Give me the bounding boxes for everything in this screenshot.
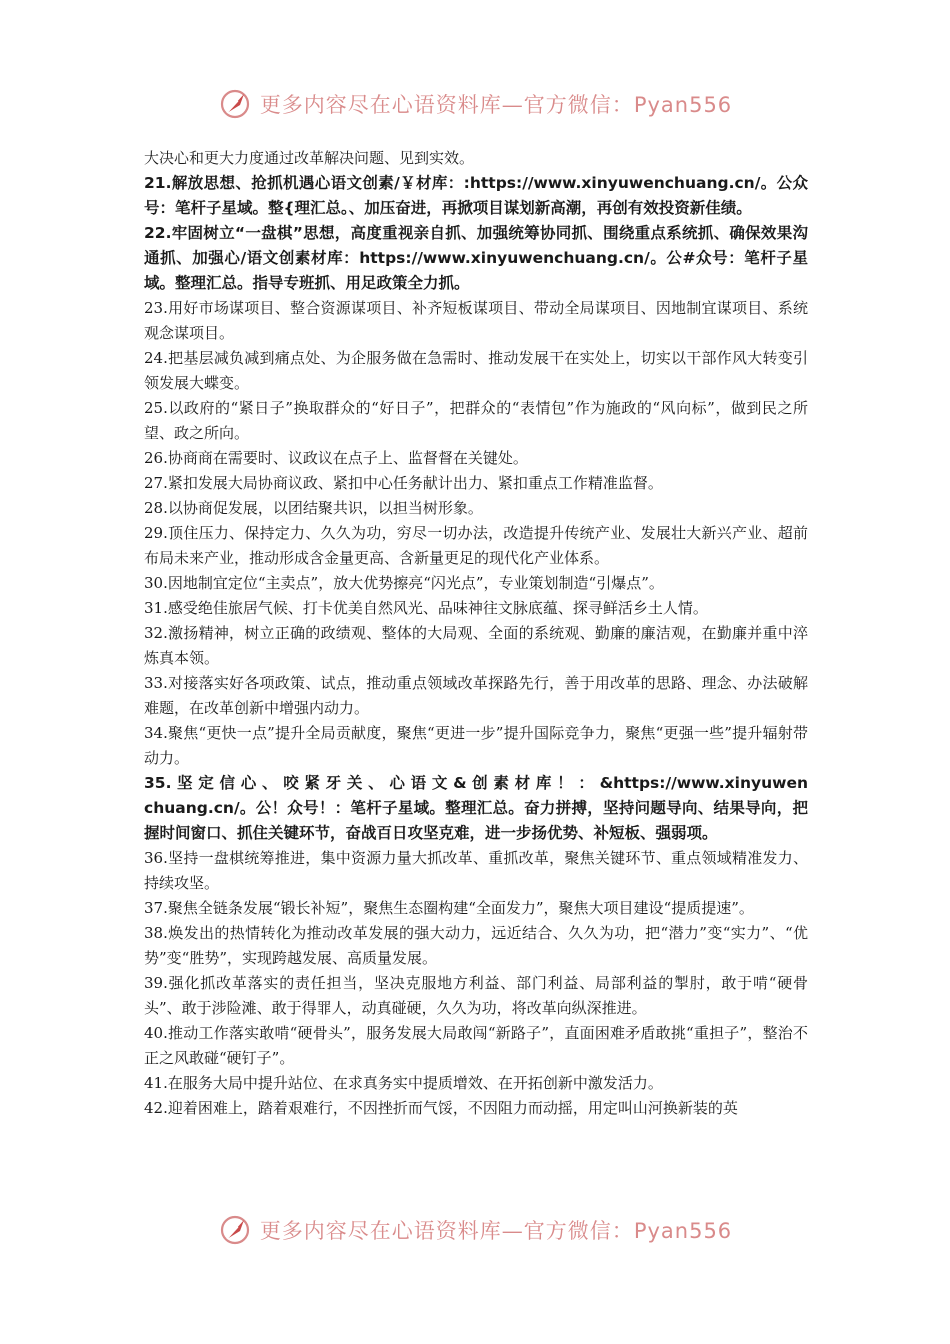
paragraph: 28.以协商促发展，以团结聚共识，以担当树形象。 bbox=[144, 499, 483, 517]
document-body bbox=[144, 146, 808, 1121]
paragraph: 35. 坚 定 信 心 、 咬 紧 牙 关 、 心 语 文 & 创 素 材 库 ！ ： &https://www.xinyuwenchuang.cn/。公！众号！：笔杆子星域。整理汇总。奋力拼搏，坚持问题导向、结果导向，把握时间窗口、抓住关键环节，奋战百日攻坚克难，进一步扬优势、补短板、强弱项。 bbox=[144, 774, 808, 842]
paragraph: 30.因地制宜定位“主卖点”，放大优势擦亮“闪光点”，专业策划制造“引爆点”。 bbox=[144, 574, 664, 592]
paragraph: 21.解放思想、抢抓机遇心语文创素/￥材库：:https://www.xinyuwenchuang.cn/。公众号：笔杆子星域。整{理汇总。、加压奋进，再掀项目谋划新高潮，再创有效投资新佳绩。 bbox=[144, 174, 808, 217]
paragraph: 26.协商商在需要时、议政议在点子上、监督督在关键处。 bbox=[144, 449, 528, 467]
paragraph: 42.迎着困难上，踏着艰难行，不因挫折而气馁，不因阻力而动摇，用定叫山河换新装的英 bbox=[144, 1099, 738, 1117]
paragraph: 32.激扬精神，树立正确的政绩观、整体的大局观、全面的系统观、勤廉的廉洁观，在勤廉并重中淬炼真本领。 bbox=[144, 624, 808, 667]
paragraph: 39.强化抓改革落实的责任担当，坚决克服地方利益、部门利益、局部利益的掣肘，敢于啃“硬骨头”、敢于涉险滩、敢于得罪人，动真碰硬，久久为功，将改革向纵深推进。 bbox=[144, 974, 808, 1017]
quill-logo-icon bbox=[218, 1213, 252, 1247]
paragraph: 40.推动工作落实敢啃“硬骨头”，服务发展大局敢闯“新路子”，直面困难矛盾敢挑“重担子”，整治不正之风敢碰“硬钉子”。 bbox=[144, 1024, 808, 1067]
wechat-id: Pyan556 bbox=[633, 93, 733, 117]
header-banner bbox=[0, 84, 950, 124]
banner-text: 更多内容尽在心语资料库—官方微信：Pyan556 bbox=[259, 93, 733, 117]
paragraph: 37.聚焦全链条发展“锻长补短”，聚焦生态圈构建“全面发力”，聚焦大项目建设“提质提速”。 bbox=[144, 899, 754, 917]
paragraph: 36.坚持一盘棋统筹推进，集中资源力量大抓改革、重抓改革，聚焦关键环节、重点领域精准发力、持续攻坚。 bbox=[144, 849, 808, 892]
paragraph: 大决心和更大力度通过改革解决问题、见到实效。 bbox=[144, 149, 475, 167]
paragraph: 31.感受绝佳旅居气候、打卡优美自然风光、品味神往文脉底蕴、探寻鲜活乡土人情。 bbox=[144, 599, 708, 617]
paragraph: 23.用好市场谋项目、整合资源谋项目、补齐短板谋项目、带动全局谋项目、因地制宜谋项目、系统观念谋项目。 bbox=[144, 299, 808, 342]
paragraph: 38.焕发出的热情转化为推动改革发展的强大动力，远近结合、久久为功，把“潜力”变“实力”、“优势”变“胜势”，实现跨越发展、高质量发展。 bbox=[144, 924, 808, 967]
footer-banner bbox=[0, 1210, 950, 1250]
paragraph: 41.在服务大局中提升站位、在求真务实中提质增效、在开拓创新中激发活力。 bbox=[144, 1074, 663, 1092]
quill-logo-icon bbox=[218, 87, 252, 121]
paragraph: 33.对接落实好各项政策、试点，推动重点领域改革探路先行，善于用改革的思路、理念、办法破解难题，在改革创新中增强内动力。 bbox=[144, 674, 808, 717]
paragraph: 27.紧扣发展大局协商议政、紧扣中心任务献计出力、紧扣重点工作精准监督。 bbox=[144, 474, 663, 492]
paragraph: 22.牢固树立“一盘棋”思想，高度重视亲自抓、加强统筹协同抓、围绕重点系统抓、确保效果沟通抓、加强心/语文创素材库：https://www.xinyuwenchuang.cn/。公#众号：笔杆子星域。整理汇总。指导专班抓、用足政策全力抓。 bbox=[144, 224, 808, 292]
wechat-id: Pyan556 bbox=[633, 1219, 733, 1243]
paragraph: 29.顶住压力、保持定力、久久为功，穷尽一切办法，改造提升传统产业、发展壮大新兴产业、超前布局未来产业，推动形成含金量更高、含新量更足的现代化产业体系。 bbox=[144, 524, 808, 567]
paragraph: 24.把基层减负减到痛点处、为企服务做在急需时、推动发展干在实处上，切实以干部作风大转变引领发展大蝶变。 bbox=[144, 349, 808, 392]
banner-text: 更多内容尽在心语资料库—官方微信：Pyan556 bbox=[259, 1219, 733, 1243]
paragraph: 25.以政府的“紧日子”换取群众的“好日子”，把群众的“表情包”作为施政的“风向标”，做到民之所望、政之所向。 bbox=[144, 399, 808, 442]
paragraph: 34.聚焦“更快一点”提升全局贡献度，聚焦“更进一步”提升国际竞争力，聚焦“更强一些”提升辐射带动力。 bbox=[144, 724, 808, 767]
